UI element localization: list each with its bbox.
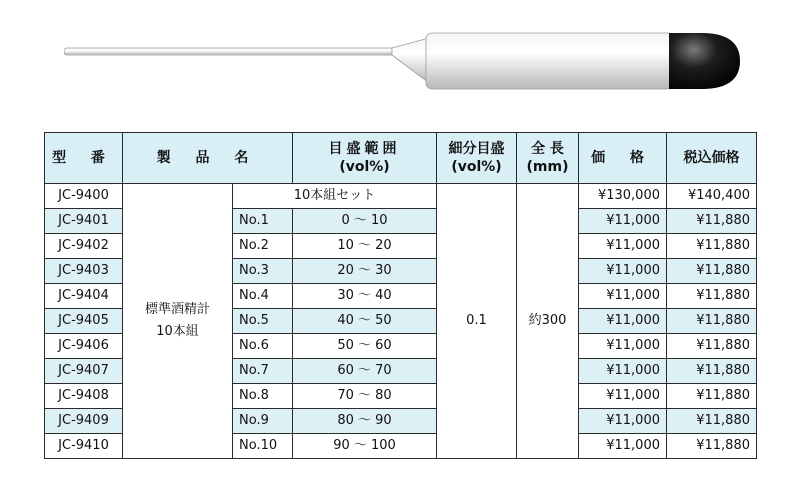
grade-no-cell: No.6 [233, 334, 293, 359]
price-tax-cell: ¥11,880 [667, 359, 757, 384]
grade-no-cell: No.3 [233, 259, 293, 284]
model-cell: JC-9400 [45, 184, 123, 209]
price-cell: ¥11,000 [579, 309, 667, 334]
header-range-unit: (vol%) [339, 159, 390, 175]
model-cell: JC-9410 [45, 434, 123, 459]
model-cell: JC-9406 [45, 334, 123, 359]
range-cell: 50 ～ 60 [293, 334, 437, 359]
price-tax-cell: ¥11,880 [667, 334, 757, 359]
price-cell: ¥11,000 [579, 334, 667, 359]
grade-no-cell: No.8 [233, 384, 293, 409]
price-tax-cell: ¥11,880 [667, 209, 757, 234]
header-division-label: 細分目盛 [448, 141, 505, 157]
model-cell: JC-9404 [45, 284, 123, 309]
product-spec-table [44, 132, 757, 459]
price-tax-cell: ¥140,400 [667, 184, 757, 209]
header-division-unit: (vol%) [451, 159, 502, 175]
price-cell: ¥11,000 [579, 409, 667, 434]
product-name-line2: 10本組 [156, 324, 199, 339]
grade-no-cell: No.9 [233, 409, 293, 434]
model-cell: JC-9405 [45, 309, 123, 334]
grade-no-cell: No.5 [233, 309, 293, 334]
range-cell: 30 ～ 40 [293, 284, 437, 309]
range-cell: 60 ～ 70 [293, 359, 437, 384]
grade-no-cell: No.2 [233, 234, 293, 259]
price-tax-cell: ¥11,880 [667, 284, 757, 309]
header-range [293, 133, 437, 184]
header-length-label: 全 長 [531, 141, 564, 157]
model-cell: JC-9407 [45, 359, 123, 384]
model-cell: JC-9409 [45, 409, 123, 434]
set-label-cell: 10本組セット [233, 184, 437, 209]
header-product-name: 製 品 名 [123, 133, 293, 184]
length-cell: 約300 [517, 184, 579, 459]
header-price: 価 格 [579, 133, 667, 184]
price-cell: ¥11,000 [579, 284, 667, 309]
header-length [517, 133, 579, 184]
range-cell: 20 ～ 30 [293, 259, 437, 284]
header-range-label: 目盛範囲 [328, 141, 401, 157]
price-cell: ¥11,000 [579, 234, 667, 259]
price-cell: ¥11,000 [579, 384, 667, 409]
price-tax-cell: ¥11,880 [667, 409, 757, 434]
grade-no-cell: No.4 [233, 284, 293, 309]
header-length-unit: (mm) [526, 159, 569, 175]
model-cell: JC-9408 [45, 384, 123, 409]
price-cell: ¥11,000 [579, 259, 667, 284]
price-tax-cell: ¥11,880 [667, 434, 757, 459]
price-cell: ¥11,000 [579, 359, 667, 384]
price-tax-cell: ¥11,880 [667, 259, 757, 284]
price-cell: ¥130,000 [579, 184, 667, 209]
range-cell: 80 ～ 90 [293, 409, 437, 434]
model-cell: JC-9401 [45, 209, 123, 234]
price-cell: ¥11,000 [579, 434, 667, 459]
grade-no-cell: No.10 [233, 434, 293, 459]
price-tax-cell: ¥11,880 [667, 384, 757, 409]
header-model: 型 番 [45, 133, 123, 184]
range-cell: 10 ～ 20 [293, 234, 437, 259]
product-name-line1: 標準酒精計 [144, 302, 210, 317]
price-cell: ¥11,000 [579, 209, 667, 234]
model-cell: JC-9402 [45, 234, 123, 259]
grade-no-cell: No.1 [233, 209, 293, 234]
hydrometer-image [64, 28, 744, 98]
range-cell: 70 ～ 80 [293, 384, 437, 409]
range-cell: 90 ～ 100 [293, 434, 437, 459]
price-tax-cell: ¥11,880 [667, 309, 757, 334]
product-name-cell [123, 184, 233, 459]
grade-no-cell: No.7 [233, 359, 293, 384]
range-cell: 40 ～ 50 [293, 309, 437, 334]
header-row [45, 133, 757, 184]
range-cell: 0 ～ 10 [293, 209, 437, 234]
division-cell: 0.1 [437, 184, 517, 459]
header-price-tax: 税込価格 [667, 133, 757, 184]
table-row-set [45, 184, 757, 209]
header-division [437, 133, 517, 184]
price-tax-cell: ¥11,880 [667, 234, 757, 259]
model-cell: JC-9403 [45, 259, 123, 284]
